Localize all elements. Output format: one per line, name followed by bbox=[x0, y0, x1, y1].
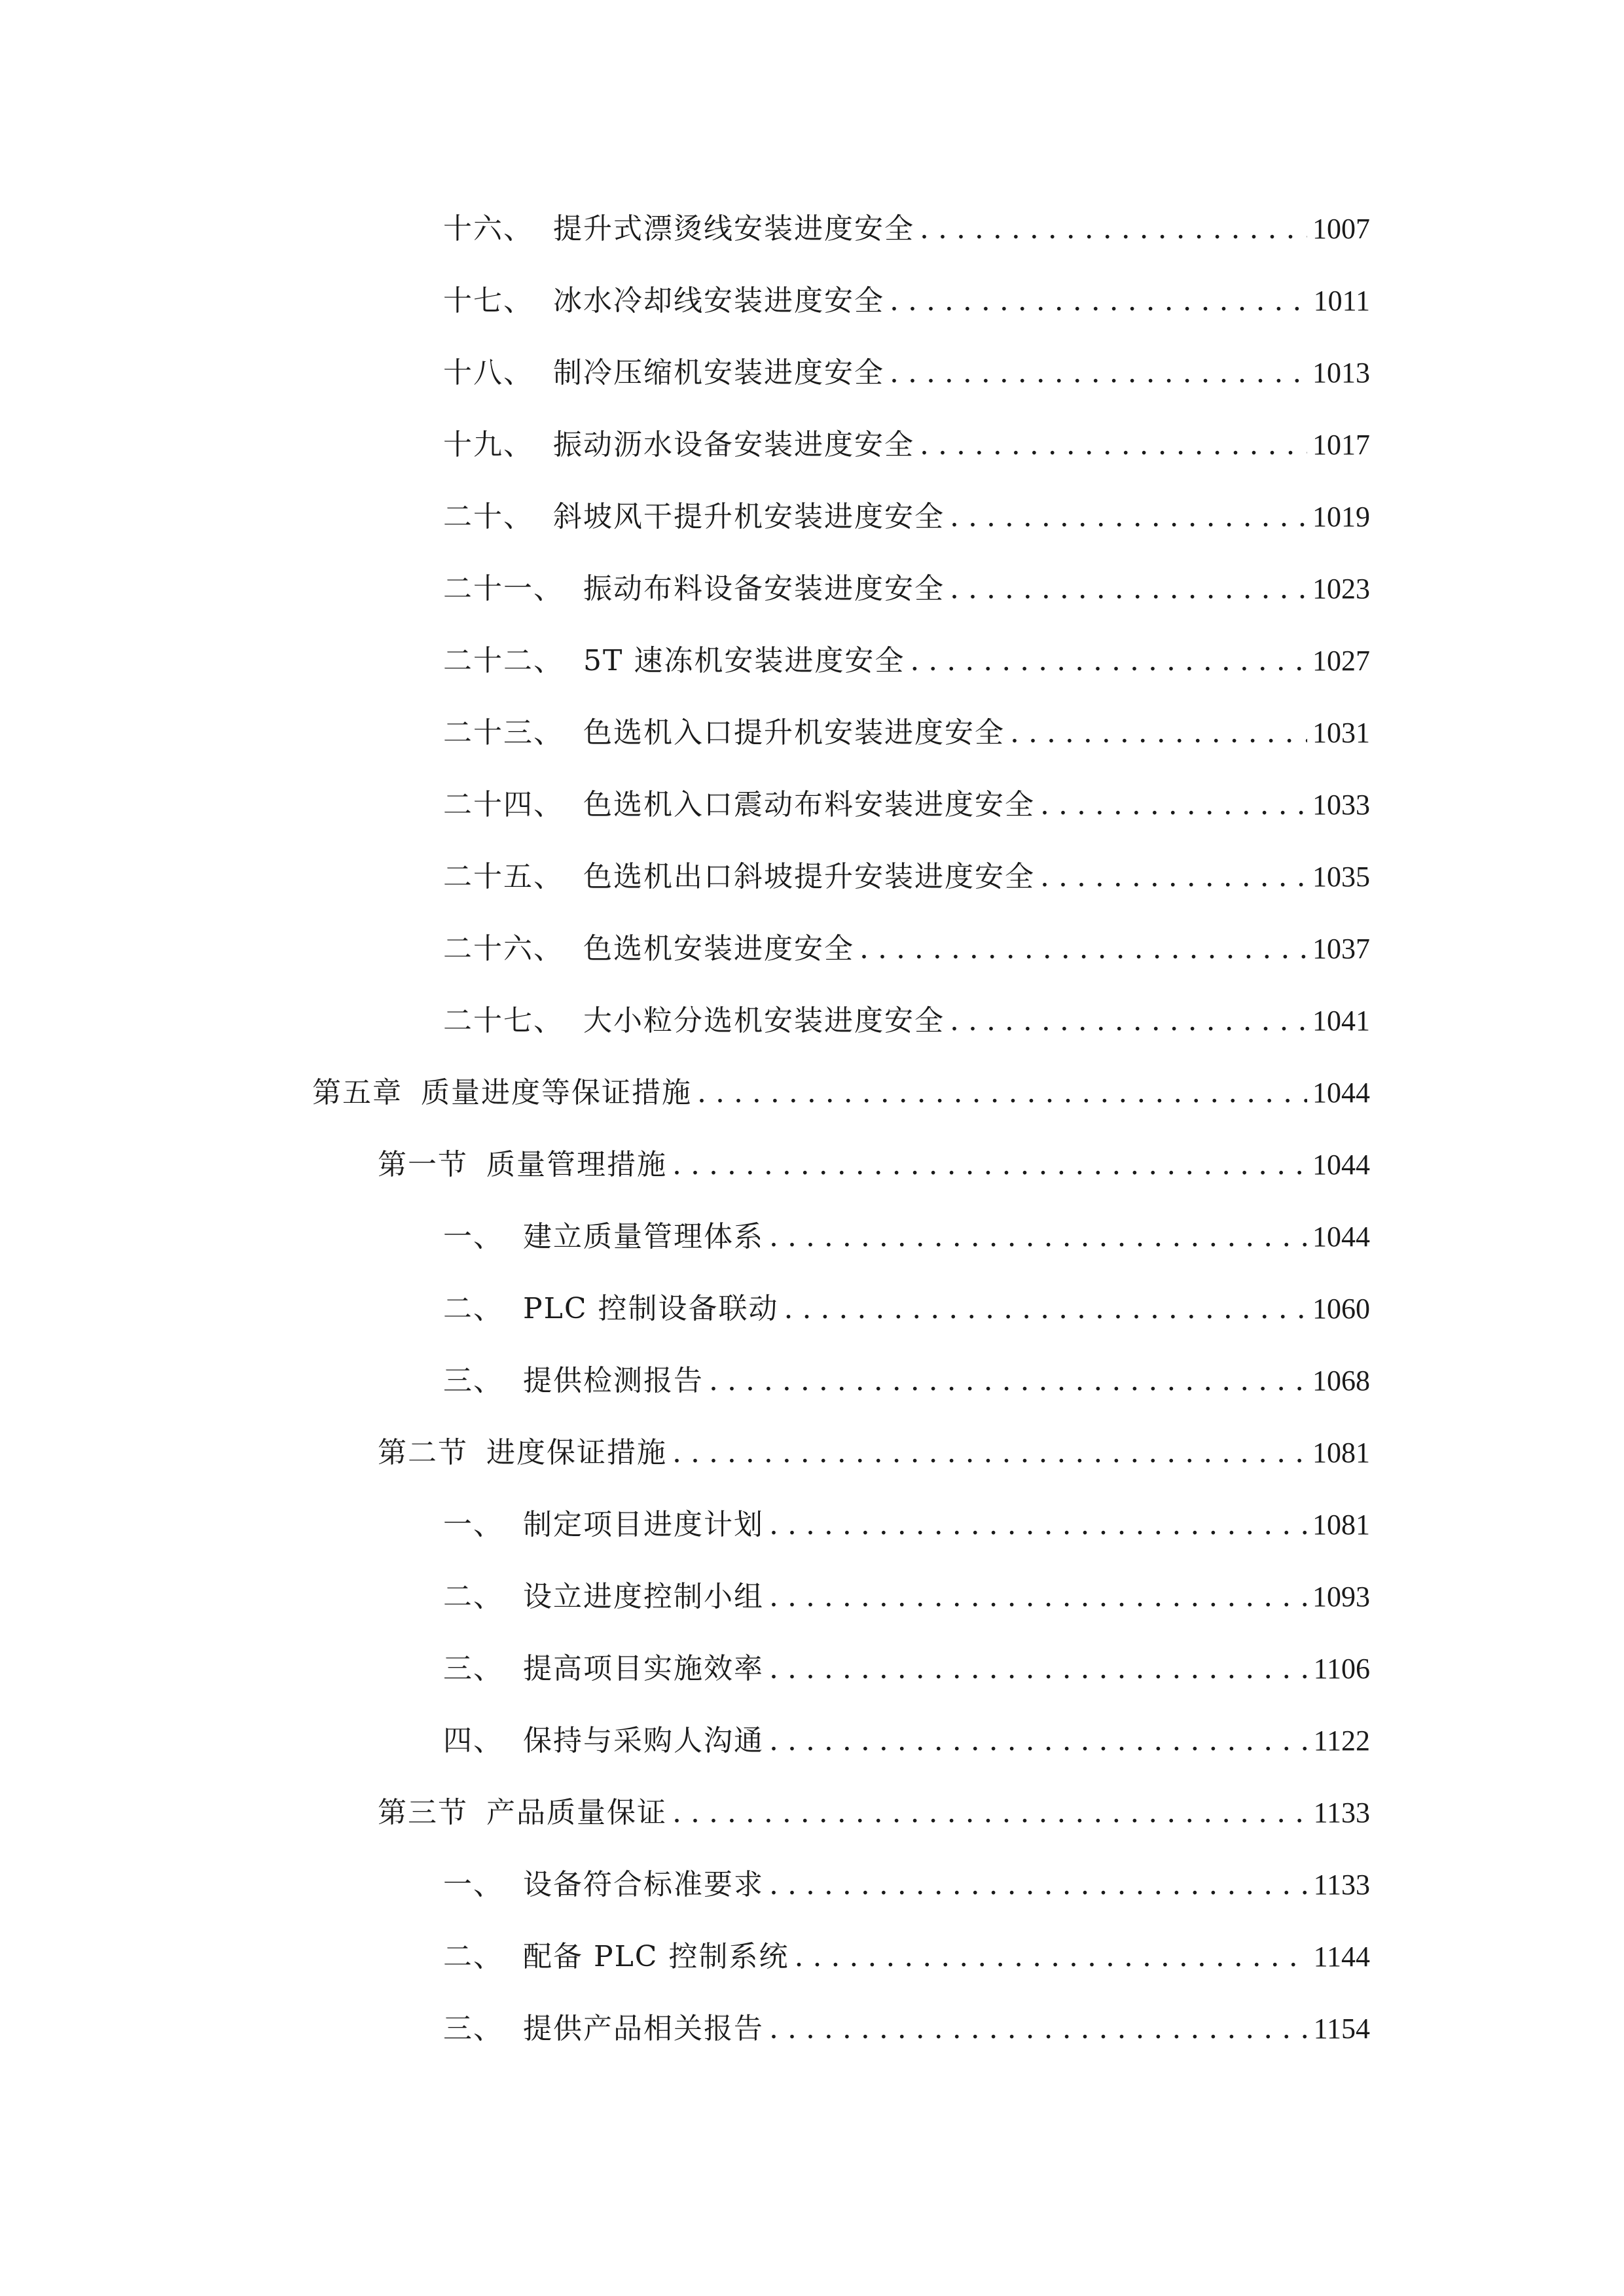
toc-entry-page: 1017 bbox=[1312, 429, 1370, 461]
toc-entry-section[interactable] bbox=[378, 1139, 1370, 1191]
dot-leader bbox=[672, 1787, 1308, 1839]
dot-leader bbox=[950, 563, 1307, 615]
toc-entry[interactable] bbox=[443, 1499, 1370, 1551]
toc-entry[interactable] bbox=[443, 1571, 1370, 1623]
toc-entry-page: 1033 bbox=[1312, 789, 1370, 821]
toc-entry-page: 1133 bbox=[1313, 1869, 1370, 1901]
dot-leader bbox=[769, 1643, 1308, 1695]
toc-entry-number: 二十二、 bbox=[443, 644, 564, 677]
toc-entry-page: 1041 bbox=[1312, 1005, 1370, 1037]
dot-leader bbox=[859, 923, 1307, 975]
toc-entry-title: 配备 PLC 控制系统 bbox=[523, 1940, 789, 1973]
toc-entry-title: 提升式漂烫线安装进度安全 bbox=[553, 212, 914, 245]
toc-entry-number: 十八、 bbox=[443, 356, 533, 389]
toc-entry-title: 制冷压缩机安装进度安全 bbox=[553, 356, 884, 389]
toc-entry-page: 1133 bbox=[1313, 1797, 1370, 1829]
toc-entry-title: 斜坡风干提升机安装进度安全 bbox=[553, 500, 945, 533]
dot-leader bbox=[890, 347, 1307, 399]
dot-leader bbox=[920, 419, 1307, 471]
dot-leader bbox=[672, 1427, 1307, 1479]
toc-entry-section[interactable] bbox=[378, 1427, 1370, 1479]
toc-entry-title: 建立质量管理体系 bbox=[523, 1220, 764, 1253]
toc-entry-title: 振动布料设备安装进度安全 bbox=[583, 572, 945, 605]
toc-entry-title: 色选机安装进度安全 bbox=[583, 932, 854, 965]
toc-entry[interactable] bbox=[443, 923, 1370, 975]
dot-leader bbox=[709, 1355, 1307, 1407]
toc-entry-page: 1144 bbox=[1313, 1941, 1370, 1973]
dot-leader bbox=[769, 2003, 1308, 2055]
toc-entry-chapter[interactable] bbox=[312, 1067, 1370, 1119]
toc-entry-number: 二十、 bbox=[443, 500, 533, 533]
toc-entry-title: 提高项目实施效率 bbox=[523, 1652, 764, 1685]
dot-leader bbox=[950, 995, 1307, 1047]
toc-entry-page: 1013 bbox=[1312, 357, 1370, 389]
dot-leader bbox=[794, 1931, 1308, 1983]
toc-entry-title: 振动沥水设备安装进度安全 bbox=[553, 428, 914, 461]
toc-entry-page: 1044 bbox=[1312, 1149, 1370, 1181]
toc-entry-number: 第一节 bbox=[378, 1148, 468, 1181]
dot-leader bbox=[910, 635, 1307, 687]
toc-entry-page: 1122 bbox=[1313, 1725, 1370, 1757]
toc-entry[interactable] bbox=[443, 419, 1370, 471]
toc-entry-page: 1037 bbox=[1312, 933, 1370, 965]
toc-entry-title: 质量进度等保证措施 bbox=[421, 1076, 692, 1109]
toc-entry[interactable] bbox=[443, 779, 1370, 831]
toc-entry-section[interactable] bbox=[378, 1787, 1370, 1839]
dot-leader bbox=[769, 1571, 1307, 1623]
toc-entry-title: 质量管理措施 bbox=[486, 1148, 667, 1181]
dot-leader bbox=[672, 1139, 1307, 1191]
toc-entry-number: 二十五、 bbox=[443, 860, 564, 893]
toc-entry-title: 5T 速冻机安装进度安全 bbox=[583, 644, 905, 677]
toc-entry[interactable] bbox=[443, 1643, 1370, 1695]
toc-entry-title: 提供产品相关报告 bbox=[523, 2012, 764, 2045]
toc-entry-number: 二十三、 bbox=[443, 716, 564, 749]
toc-entry-number: 二、 bbox=[443, 1580, 503, 1613]
toc-entry-number: 三、 bbox=[443, 2012, 503, 2045]
toc-entry-number: 四、 bbox=[443, 1724, 503, 1757]
toc-entry-number: 二、 bbox=[443, 1940, 503, 1973]
toc-entry[interactable] bbox=[443, 635, 1370, 687]
toc-entry-number: 十六、 bbox=[443, 212, 533, 245]
toc-entry-title: 产品质量保证 bbox=[486, 1796, 667, 1829]
toc-entry-number: 十七、 bbox=[443, 284, 533, 317]
toc-entry[interactable] bbox=[443, 1211, 1370, 1263]
toc-entry-number: 第三节 bbox=[378, 1796, 468, 1829]
toc-entry[interactable] bbox=[443, 1355, 1370, 1407]
toc-entry-number: 二十七、 bbox=[443, 1004, 564, 1037]
toc-entry-title: 保持与采购人沟通 bbox=[523, 1724, 764, 1757]
toc-entry-number: 十九、 bbox=[443, 428, 533, 461]
toc-entry-page: 1007 bbox=[1312, 213, 1370, 245]
toc-entry-title: 设备符合标准要求 bbox=[523, 1868, 764, 1901]
toc-entry-number: 二十一、 bbox=[443, 572, 564, 605]
toc-entry-page: 1060 bbox=[1312, 1293, 1370, 1325]
toc-entry-number: 二十四、 bbox=[443, 788, 564, 821]
toc-entry-title: 色选机入口震动布料安装进度安全 bbox=[583, 788, 1035, 821]
dot-leader bbox=[950, 491, 1307, 543]
toc-entry-page: 1093 bbox=[1312, 1581, 1370, 1613]
toc-entry-number: 二十六、 bbox=[443, 932, 564, 965]
dot-leader bbox=[784, 1283, 1307, 1335]
dot-leader bbox=[697, 1067, 1307, 1119]
toc-entry[interactable] bbox=[443, 1931, 1370, 1983]
toc-entry-page: 1044 bbox=[1312, 1221, 1370, 1253]
toc-entry-number: 三、 bbox=[443, 1652, 503, 1685]
dot-leader bbox=[1040, 851, 1307, 903]
dot-leader bbox=[769, 1499, 1307, 1551]
toc-entry-title: 色选机入口提升机安装进度安全 bbox=[583, 716, 1005, 749]
toc-entry-page: 1027 bbox=[1312, 645, 1370, 677]
toc-entry[interactable] bbox=[443, 347, 1370, 399]
toc-entry-page: 1081 bbox=[1312, 1437, 1370, 1469]
dot-leader bbox=[769, 1211, 1307, 1263]
toc-entry-title: 制定项目进度计划 bbox=[523, 1508, 764, 1541]
dot-leader bbox=[769, 1859, 1308, 1911]
toc-entry-page: 1106 bbox=[1313, 1653, 1370, 1685]
toc-entry-page: 1044 bbox=[1312, 1077, 1370, 1109]
toc-entry-page: 1031 bbox=[1312, 717, 1370, 749]
toc-entry[interactable] bbox=[443, 707, 1370, 759]
toc-entry-title: 提供检测报告 bbox=[523, 1364, 704, 1397]
toc-entry[interactable] bbox=[443, 1859, 1370, 1911]
toc-entry-page: 1023 bbox=[1312, 573, 1370, 605]
toc-entry[interactable] bbox=[443, 275, 1370, 327]
dot-leader bbox=[920, 203, 1307, 255]
toc-entry-number: 二、 bbox=[443, 1292, 503, 1325]
toc-entry-title: 大小粒分选机安装进度安全 bbox=[583, 1004, 945, 1037]
toc-entry-title: 色选机出口斜坡提升安装进度安全 bbox=[583, 860, 1035, 893]
toc-entry-page: 1035 bbox=[1312, 861, 1370, 893]
toc-entry[interactable] bbox=[443, 563, 1370, 615]
toc-entry[interactable] bbox=[443, 491, 1370, 543]
dot-leader bbox=[769, 1715, 1308, 1767]
toc-entry[interactable] bbox=[443, 995, 1370, 1047]
toc-entry-number: 三、 bbox=[443, 1364, 503, 1397]
toc-entry-title: PLC 控制设备联动 bbox=[523, 1292, 779, 1325]
toc-entry-page: 1068 bbox=[1312, 1365, 1370, 1397]
dot-leader bbox=[890, 275, 1308, 327]
toc-entry-page: 1154 bbox=[1313, 2013, 1370, 2045]
toc-entry[interactable] bbox=[443, 1283, 1370, 1335]
toc-entry-number: 一、 bbox=[443, 1508, 503, 1541]
toc-entry-number: 第二节 bbox=[378, 1436, 468, 1469]
toc-entry[interactable] bbox=[443, 203, 1370, 255]
toc-entry-title: 进度保证措施 bbox=[486, 1436, 667, 1469]
toc-entry-number: 一、 bbox=[443, 1868, 503, 1901]
toc-entry-page: 1081 bbox=[1312, 1509, 1370, 1541]
toc-entry[interactable] bbox=[443, 1715, 1370, 1767]
toc-entry-page: 1019 bbox=[1312, 501, 1370, 533]
toc-entry[interactable] bbox=[443, 851, 1370, 903]
toc-entry[interactable] bbox=[443, 2003, 1370, 2055]
toc-entry-title: 设立进度控制小组 bbox=[523, 1580, 764, 1613]
dot-leader bbox=[1040, 779, 1307, 831]
toc-entry-number: 一、 bbox=[443, 1220, 503, 1253]
toc-entry-number: 第五章 bbox=[312, 1076, 403, 1109]
dot-leader bbox=[1010, 707, 1307, 759]
toc-entry-page: 1011 bbox=[1313, 285, 1370, 317]
toc-entry-title: 冰水冷却线安装进度安全 bbox=[553, 284, 884, 317]
